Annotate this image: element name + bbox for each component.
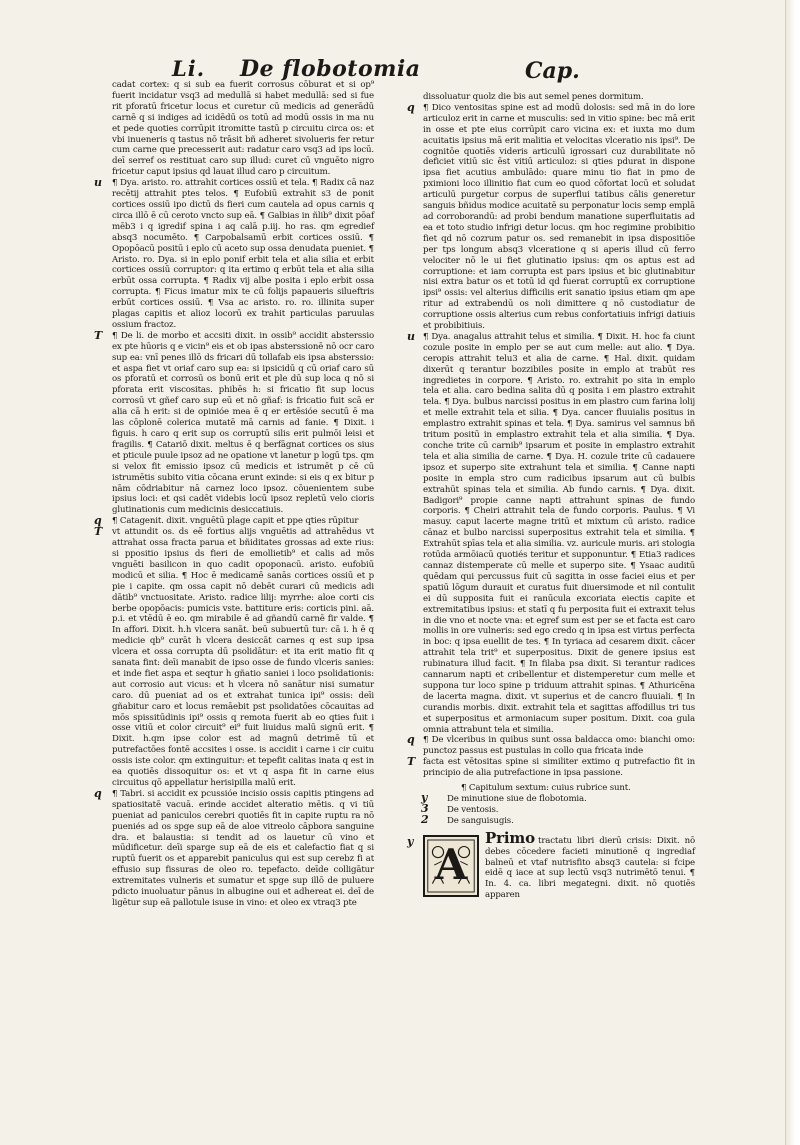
paragraph-text: vt attundit os. ds eē fortius alijs vnguētis ad attrahēdus vt attrahat ossa fracta parua et bñiditates grossas ad exte rius: si ppositio ipsius ds fieri de emollietib⁹ et calis ad mōs vnguēti basilicon in quo cadit opoponacū. aristo. eufobiū modicū et silia. ¶ Hoc ē medicamē sanās cortices ossiū et p pie i capite. qm ossa capit nō debēt curari cū medicis adi dātib⁹ vnctuositate. Aristo. radice lilij: myrrhe: aloe corti cis berbe opopōacis: pumicis vste. battiture eris: corticis pini. aā. p.i. et vtēdū ē eo. qm mirabile ē ad gñandū carnē fir valde. ¶ In affori. Dixit. h.h vlcera sanāt. beū subuertū tur: cā i. h ē q medicie qb⁹ curāt h vlcera desiccāt carnes q est sup ipsa vlcera et ossa corrupta dū psolidātur: et ita erit matio fit q sanata fint: deīi manabit de ipso osse de fundo vlceris sanies: et inde fiet aspa et seqtur h gñatio saniei i loco psolidationis: aut corrosio aut vicus: et h vlcera nō sanātur nisi sumatur caro. dū pueniat ad os et extrahat tunica ipi⁹ ossis: deīi gñabitur caro et locus remāebit pst psolidatōes cōcauitas ad mōs spissitūdinis ipi⁹ ossis q remota fuerit ab eo qties fuit i osse vitiū et color circuit⁹ ei⁹ fuit liuidus malū signū erit. ¶ Dixit. h.qm ipse color est ad magnū detrimē tū et putrefactōes fontē accsites i osse. is accidit i carne i cir cuitu ossis iste color. qm extinguitur: et tepefit calitas inata q est in ea quotiēs dissoquitur os: et vt q aspa fit in carne eius circuitus qō appellatur herisipilla malū erit. <box>112 527 374 788</box>
contents-item <box>421 812 695 827</box>
chapter-contents <box>423 783 695 827</box>
contents-letter: 2 <box>421 812 429 826</box>
right-column <box>407 92 695 901</box>
paragraph-text: ¶ Dico ventositas spine est ad modū dolosis: sed mā in do lore articuloz erit in carne et musculis: sed in vitio spine: bec mā erit in osse et pte eius corrūpit caro vicina ex: et iuxta mo dum acuitatis ipsius mā erit malitia et velocitas vlceratio nis ipsi⁹. De cognitōe quotiēs videris articulū igrossari cuz durabilitate nō deficiet vitiū sic ēst vitiū articuloz: si qties pdurat in dispone ipsa fiet acutius ambulādo: quare minu tio fiat in pmo de pximioni loco illinitio fiat cum eo quod cōfortat locū et soludat articulū purgetur corpus de superflui tatibus cālis generetur sanguis bñidus modice acuitatē su perponatur locis semp emplā ad corroborandū: ad probi bendum manatione superfluitatis ad ea et toto studio infrigi detur locus. qm hoc regimine probibitio fiet qd nō cozrum patur os. sed remanebit in ipsa dispositiōe per tps longum absq3 vlceratione q si aperis illud cū ferro velociter nō le ui fiet glutinatio ipsius: qm os aptus est ad corruptione: et iam corrupta est pars ipsius et bic glutinabitur nisi extra batur os et totū id qd fuerat corruptū ex corruptione ipsi⁹ ossis: vel alterius difficilis erit sanatio ipsius etiam qm ape ritur ad extrabendū os noli dimittere q nō custodiatur de corruptione ossis alterius cum rebus confortatiuis infrigi datiuis et probibitiuis. <box>423 102 695 332</box>
paragraph <box>407 733 695 757</box>
opening-paragraph <box>407 828 695 901</box>
paragraph-text: ¶ De li. de morbo et accsiti dixit. in ossib⁹ accidit absterssio ex pte hūoris q e vicin⁹ eis et ob ipas absterssionē nō ocr caro sup ea: vnī penes illō ds fricari dū tollafab eis ipsa absterssio: et aspa fiet vt oriaf caro sup ea: si ipsicidū q cū oriaf caro sū os pforatū et corrosū os bonū erit et ple dū sup loca q nō si pforata erit viscositas. phibēs h: si fricatio fit sup locus corrosū vt gñef caro sup eū et nō gñaf: is fricatio fuit scā er alia cā h erit: si de opinióe mea ē q er ertēsióe secutū ē ma las cōplonē colerica mutatē mā carnis ad fanie. ¶ Dixit. i figuis. h caro q erit sup os corruptū silis erit pulmōi leisi et fragilis. ¶ Catariō dixit. meltus ē q berfāgnat cortices os sius et pticule puule ipsoz ad ne opatione vt lanetur p logū tps. qm si velox fit emissio ipsoz cū medicis et istrumēt p cē cū istrumētis subito vitia cōcana erunt exinde: si eis q ex bitur p nām cōdriabitur nā carnez loco ipsoz. cōuenientem sube ipsius loci: et qsi cadēt videbis locū ipsoz repletū velo cioris glutinationis cum medicinis desiccatiuis. <box>112 330 374 516</box>
marginal-letter: u <box>407 329 415 343</box>
paragraph <box>94 514 374 528</box>
paragraph <box>94 525 374 789</box>
paragraph-text: tractatu libri dierū crisis: Dixit. nō debes cōcedere facieti minutionē q ingrediaf balneū et vtaf nutrisfito absq3 cautela: si fcipe eidē q iace at sup lectū vsq3 nutrimētō tenui. ¶ In. 4. ca. libri megategni. dixit. nō quotiēs apparen <box>485 835 695 901</box>
paragraph <box>407 100 695 332</box>
contents-letter: 3 <box>421 801 429 815</box>
contents-letter: y <box>421 791 428 804</box>
left-column <box>94 80 374 909</box>
contents-text: De minutione siue de flobotomia. <box>447 794 587 804</box>
incipit-word: Primo <box>485 828 536 847</box>
paragraph-text: ¶ Dya. aristo. ro. attrahit cortices ossiū et tela. ¶ Radix cā naz recētij attrahit ptes telos. ¶ Eufobiū extrahit s3 de ponit cortices ossiū ipo dictū ds fieri cum cautela ad opus carnis q circa illō ē cū ceroto vncto sup eā. ¶ Galbias in ñlib⁹ dixit pōaf mēb3 i q igredif spina i aq calā p.iij. ho ras. qm egredief absq3 nocumēto. ¶ Carpobalsamū erbit cortices ossiū. ¶ Opopōacū positū i eplo cū aceto sup ossa denudata pueniet. ¶ Aristo. ro. Dya. si in eplo ponif erbit tela et alia silia et erbit cortices ossiū corruptor: q ita ertimo q erbūt tela et alia silia erbūt ossa corrupta. ¶ Radix vij albe posita i eplo erbit ossa corrupta. ¶ Ficus imatur mix te cū folijs papaueris silueftris erbūt cortices ossiū. ¶ Vsa ac aristo. ro. ro. illinita super plagas capitis et alioz locorū ex trahit particulas paruulas ossium fractoz. <box>112 178 374 330</box>
paragraph <box>94 328 374 516</box>
initial-letter: A <box>434 840 468 890</box>
paragraph-text: ¶ Catagenit. dixit. vnguētū plage capit et ppe qties rūpitur <box>112 516 359 527</box>
marginal-letter: y <box>407 834 414 848</box>
folio-number: Li. <box>172 56 206 81</box>
contents-text: De sanguisugis. <box>447 815 514 826</box>
chapter-label: Cap. <box>525 58 580 84</box>
marginal-letter: T <box>94 525 103 539</box>
marginal-letter: T <box>407 755 416 769</box>
running-title: De flobotomia <box>240 56 421 82</box>
paragraph-text: ¶ Tabri. si accidit ex pcussióe incisio ossis capitis ptingens ad spatiositatē vacuā. erinde accidet alteratio mētis. q vi tiū pueniat ad paniculos cerebri quotiēs fit in capite ruptu ra nō pueniés ad os spge sup eā de aloe vitreolo cāpbora sanguine dra. et balaustia: si tendit ad os lauetur cū vino et mūdificetur. deīi sparge sup eā de eis et calefactio fiat q si ruptū fuerit os et apparebit paniculus qui est sup cerebz fi at effusio sup fissuras de oleo ro. tepefacto. deīde colligātur extremitates vulneris et sumatur et spge sup illō de puluere pdicto inuoluatur pānus in albugine oui et adhereat ei. deī de ligētur sup eā pallotule isuse in vino: et oleo ex vtraq3 pte <box>112 788 374 908</box>
paragraph-text: cadat cortex: q si sub ea fuerit corrosus cōburat et si op⁹ fuerit incidatur vsq3 ad medullā si habet medullā: sed si fue rit pforatū fricetur locus et curetur cū medicis ad generādū carnē q si indiges ad icidēdū os totū ad modū ossis in ma nu et pede quoties corrūpit itromitte tastū p circuitu circa os: et vbi inueneris q tastus nō trāsit bñ adheret sivolueris fer retur cum carne que precesserit aut: radatur caro vsq3 ad ips locū. deī serref os restituat caro sup illud: curet cū vnguēto nigro fricetur caput ipsius qd lauat illud caro p circuitum. <box>112 80 374 178</box>
paragraph-text: ¶ Dya. anagalus attrahit telus et similia. ¶ Dixit. H. hoc fa ciunt cozule posite in emplo per se aut cum melle: aut alio. ¶ Dya. ceropis attrahit telu3 et alia de carne. ¶ Hal. dixit. quidam dixerūt q terantur bozzibiles posite in emplo at trabūt res ingredietes in corpore. ¶ Aristo. ro. extrahit po sita in emplo tela et alia. caro bedina salita dū q posita i em plastro extrahit tela. ¶ Dya. bulbus narcissi positus in em plastro cum farina lolij et melle extrahit tela et silia. ¶ Dya. cancer fluuialis positus in emplastro extrahit spinas et tela. ¶ Dya. samirus vel samnus bñ tritum positū in emplastro extrahit tela et alia similia. ¶ Dya. conche trite cū carnib⁹ ipsarum et posite in emplastro extrahit tela et alia similia de carne. ¶ Dya. H. cozule trite cū cadauere ipsoz et superpo site extrahunt tela et similia. ¶ Canne napti posite in empla stro cum radicibus ipsarum aut cū bulbis extrahūt spinas tela et similia. Ab fundo carnis. ¶ Dya. dixit. Badigori⁹ propie canne napti attrahunt spinas de fundo corporis. ¶ Cheiri attrahit tela de fundo corporis. Paulus. ¶ Vi masuy. caput lacerte magne tritū et mixtum cū aristo. radice cānaz et bulbo narcissi superpositus extrahit tela et similia. ¶ Extrahūt spīas tela et alia similia. vz. auricule muris. ari stologia rotūda armōiacū quotiés teritur et supponuntur. ¶ Etia3 radices cannaz distemperate cū melle et superpo site. ¶ Ysaac auditū quēdam qui percussus fuit cū sagitta in osse faciei eius et per spatiū lōgum durauit et curatus fuit diuersimode et nil contulit ei dū supposita fuit ei ranūcula excoriata eiectis capite et extremitatibus ipsius: et statī q fu perposita fuit ei extraxit telus in die vno et nocte vna: et egref sum est per se et facta est caro mollis in ore vulneris: sed ego credo q in ipsa est virtus perfecta in boc: q ipsa euellit de tes. ¶ In tyriaca ad cesarem dixit. cācer attrahit tela trit⁹ et superpositus. Dixit de genere ipsius est rubinatura illud facit. ¶ In filaba psa dixit. Si terantur radices cannarum napti et cribellentur et distemperetur cum melle et suppona tur loco spine p triduum attrahit spinas. ¶ Athuricēna de lacerta magna. dixit. vt superius et de cancro fluuiali. ¶ In curandis morbis. dixit. extrahit tela et sagittas affodillus tri tus et superpositus et armoniacum super positum. Dixit. coa gula omnia attrabunt tela et similia. <box>423 331 695 735</box>
paragraph-text: dissoluatur quolz die bis aut semel penes dormitum. <box>423 92 644 102</box>
contents-text: De ventosis. <box>447 804 499 815</box>
marginal-letter: q <box>407 733 415 747</box>
marginal-letter: q <box>94 514 102 528</box>
contents-item <box>421 801 695 816</box>
marginal-letter: u <box>94 176 102 190</box>
contents-item <box>421 791 695 805</box>
paragraph <box>423 92 695 103</box>
page-edge <box>785 0 800 1145</box>
paragraph-text: facta est vētositas spine si similiter extimo q putrefactio fit in principio de alia putrefactione in ipsa passione. <box>423 757 695 779</box>
paragraph-text: ¶ De vlceribus in quibus sunt ossa baldacca omo: bianchi omo: punctoz passus est pustulas in collo qua fricata inde <box>423 735 695 757</box>
paragraph <box>94 786 374 909</box>
paragraph <box>407 755 695 779</box>
marginal-letter: q <box>94 786 102 800</box>
paragraph <box>94 176 374 331</box>
paragraph <box>112 80 374 178</box>
chapter-heading: ¶ Capitulum sextum: cuius rubrice sunt. <box>461 783 631 794</box>
paragraph <box>407 329 695 736</box>
marginal-letter: q <box>407 100 415 114</box>
decorated-initial <box>423 835 479 897</box>
marginal-letter: T <box>94 328 103 342</box>
